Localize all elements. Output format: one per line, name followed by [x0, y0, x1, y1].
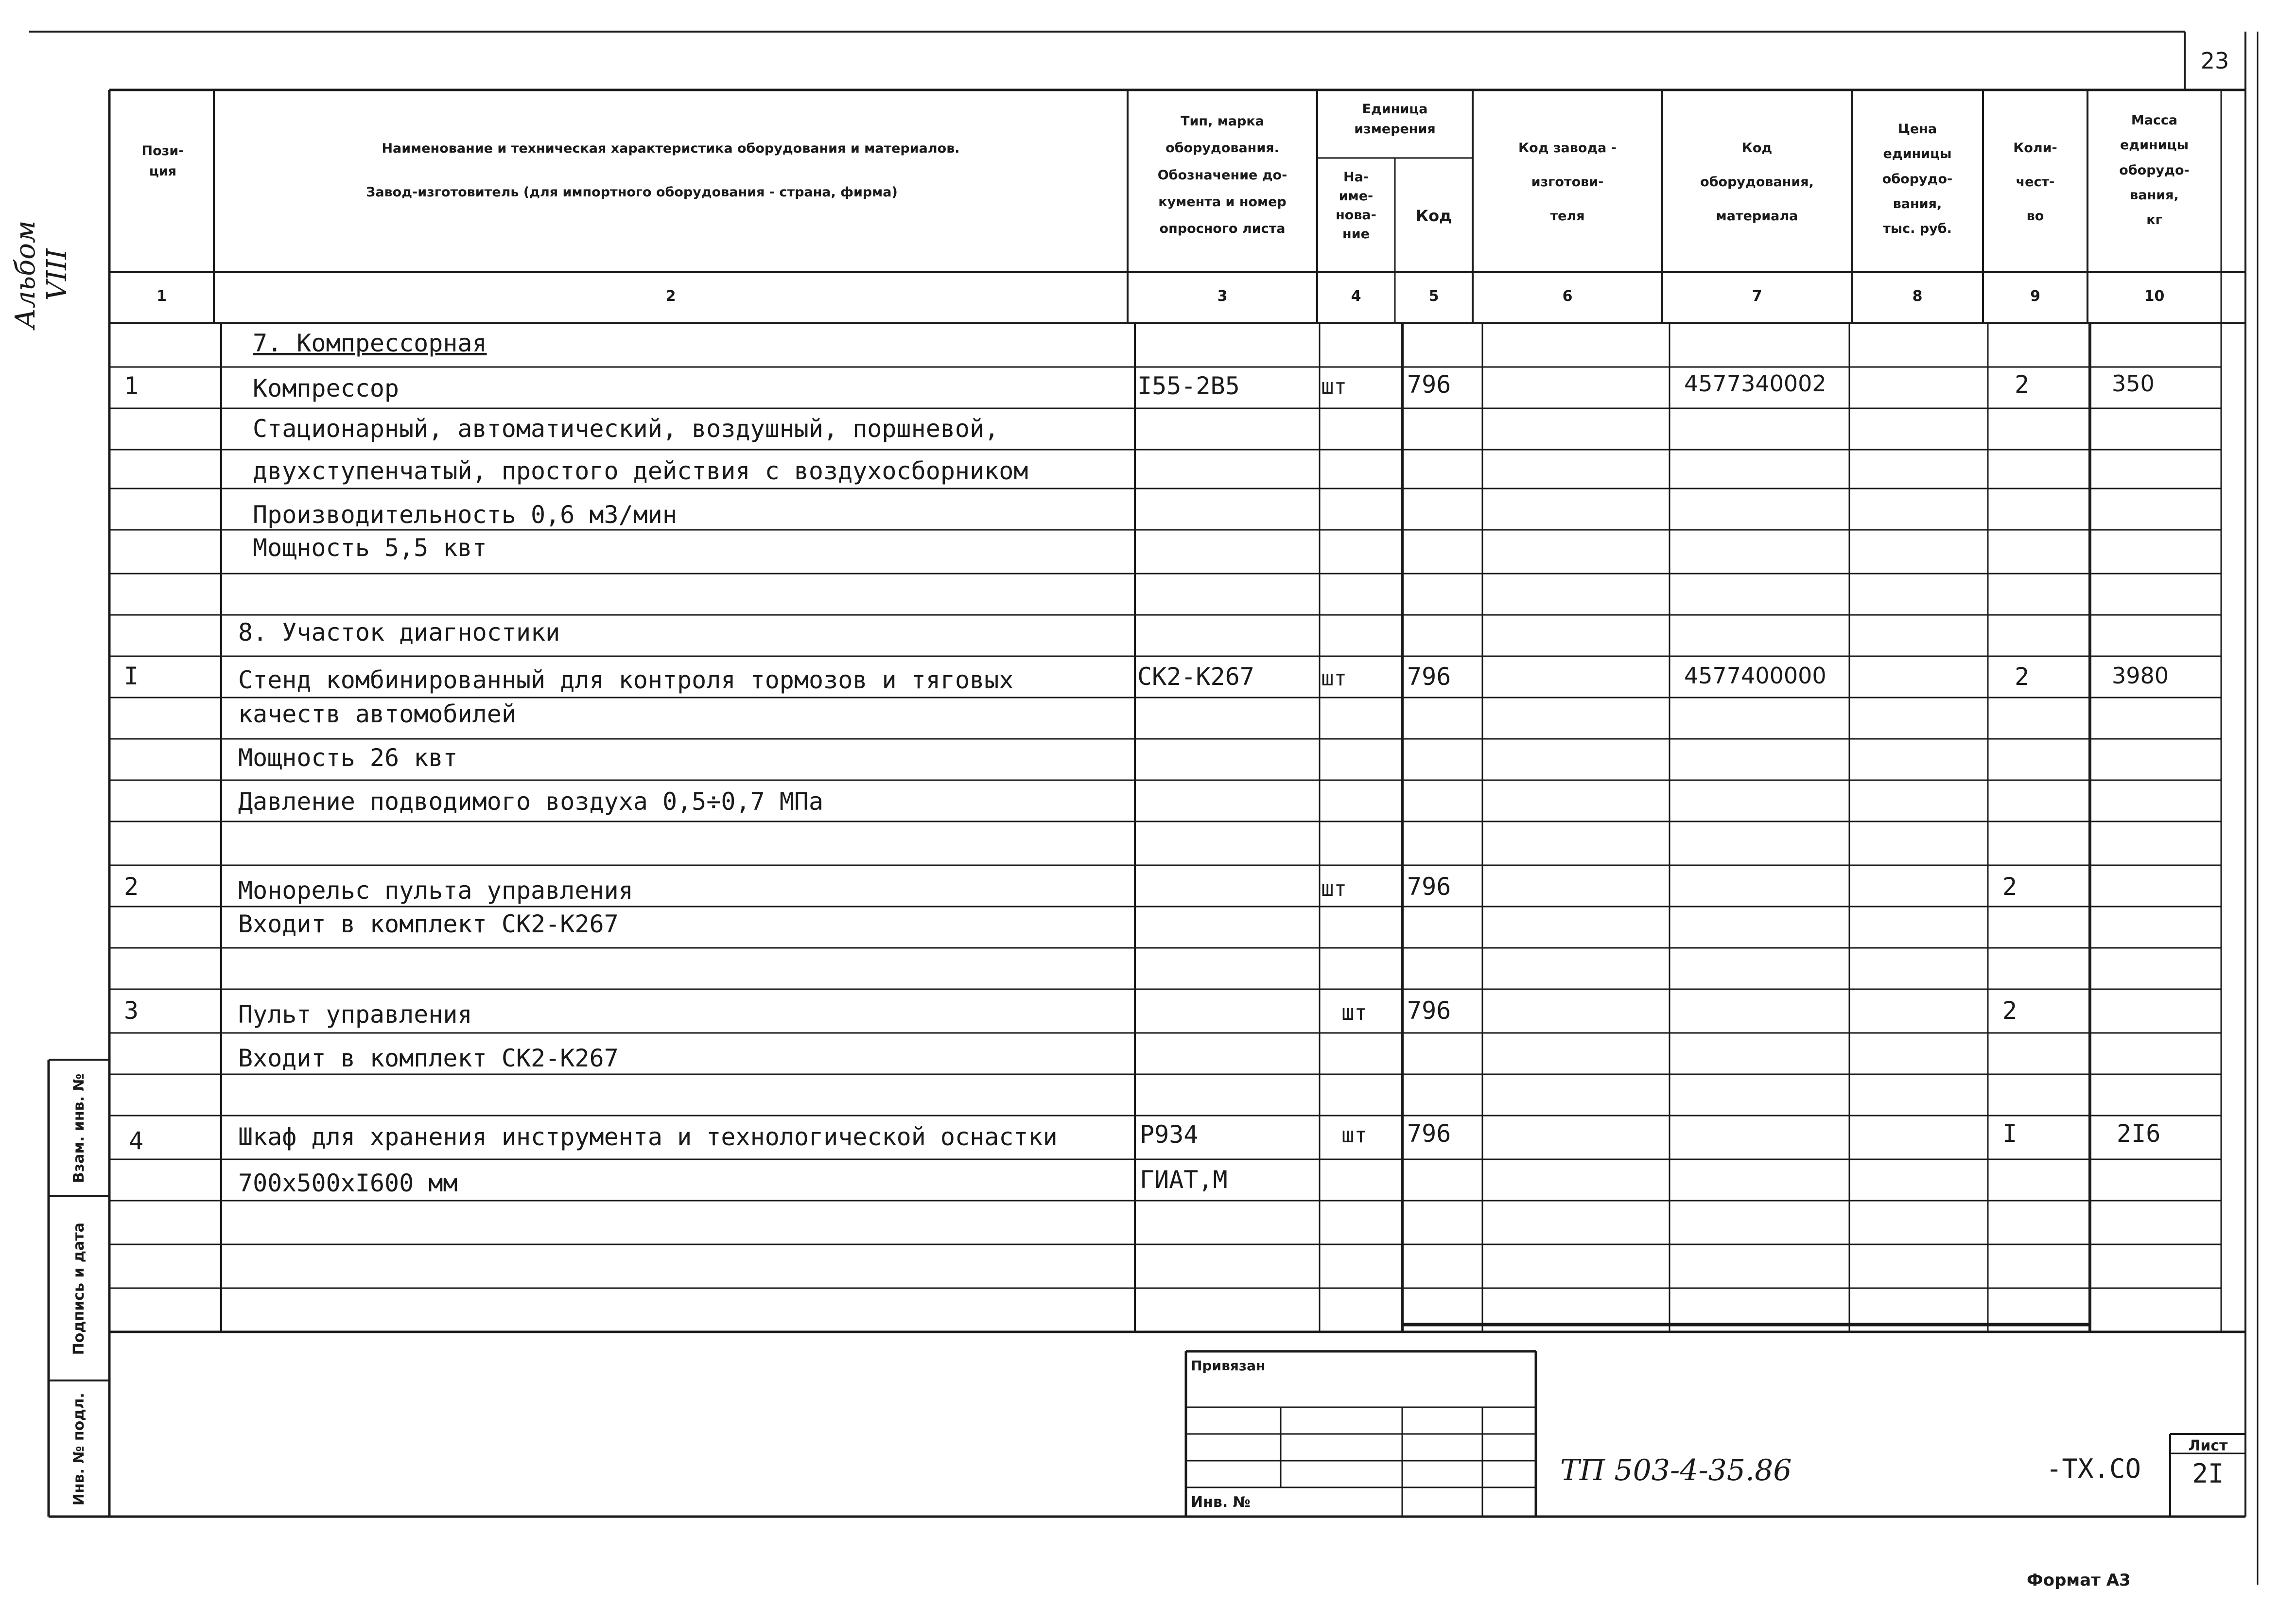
col-number: 9 [2030, 288, 2040, 305]
header-unit-group: Единица измерения [1354, 102, 1436, 137]
row-name: Давление подводимого воздуха 0,5÷0,7 МПа [238, 787, 824, 816]
row-name: Входит в комплект СК2-К267 [238, 1044, 619, 1072]
header-unit-price: Цена единицы оборудо- вания, тыс. руб. [1882, 122, 1953, 237]
row-mass: 3980 [2112, 663, 2169, 689]
stamp-label-inv-vzam: Взам. инв. № [70, 1073, 87, 1184]
row-unit-code: 796 [1407, 996, 1451, 1025]
row-name: Входит в комплект СК2-К267 [238, 910, 619, 938]
row-name: Мощность 26 квт [238, 744, 458, 772]
col-number: 4 [1351, 288, 1361, 305]
row-type: ГИАТ,М [1140, 1166, 1228, 1194]
row-name: Мощность 5,5 квт [253, 534, 487, 562]
album-mark: Альбом VIII [10, 220, 73, 329]
document-code: ТП 503-4-35.86 [1560, 1453, 1792, 1487]
row-type: СК2-К267 [1137, 663, 1254, 691]
col-number: 6 [1562, 288, 1573, 305]
col-number: 8 [1912, 288, 1923, 305]
sheet-value: 2I [2192, 1458, 2224, 1489]
row-unit-code: 796 [1407, 370, 1451, 399]
row-unit-code: 796 [1407, 1119, 1451, 1148]
row-quantity: 2 [2015, 370, 2030, 399]
row-unit: шт [1341, 1000, 1367, 1025]
col-number: 7 [1752, 288, 1762, 305]
row-type: Р934 [1140, 1120, 1199, 1149]
row-name: Стационарный, автоматический, воздушный, поршневой, [253, 415, 999, 443]
row-name: Пульт управления [238, 1000, 472, 1029]
header-plant-code: Код завода - изготови- теля [1518, 140, 1617, 224]
header-quantity: Коли- чест- во [2013, 140, 2057, 224]
col-number: 5 [1428, 288, 1439, 305]
row-position: I [124, 662, 139, 690]
row-quantity: 2 [2002, 873, 2018, 901]
col-number: 2 [665, 288, 676, 305]
header-unit-mass: Масса единицы оборудо- вания, кг [2119, 113, 2190, 228]
header-name-line1: Наименование и техническая характеристика оборудования и материалов. [382, 141, 960, 156]
section-title: 7. Компрессорная [253, 329, 487, 357]
document-suffix: -ТХ.СО [2046, 1453, 2141, 1484]
row-equipment-code: 4577340002 [1684, 370, 1826, 397]
row-name: Стенд комбинированный для контроля тормозов и тяговых [238, 666, 1014, 694]
title-privyazan: Привязан [1191, 1358, 1266, 1374]
stamp-label-inv-podl: Инв. № подл. [70, 1393, 87, 1506]
row-mass: 2I6 [2117, 1119, 2161, 1148]
row-name: Компрессор [253, 374, 400, 402]
row-unit: шт [1341, 1123, 1367, 1148]
row-unit: шт [1321, 374, 1347, 399]
row-quantity: 2 [2002, 996, 2018, 1025]
title-inv-no: Инв. № [1191, 1494, 1251, 1511]
row-name: Монорельс пульта управления [238, 876, 633, 905]
header-unit-name: На- име- нова- ние [1336, 170, 1376, 242]
row-unit-code: 796 [1407, 873, 1451, 901]
header-type: Тип, марка оборудования. Обозначение до- кумента и номер опросного листа [1157, 114, 1287, 237]
row-equipment-code: 4577400000 [1684, 663, 1826, 689]
row-position: 1 [124, 372, 139, 400]
row-mass: 350 [2112, 370, 2155, 397]
row-name: двухступенчатый, простого действия с воздухосборником [253, 457, 1028, 485]
page-number: 23 [2200, 48, 2229, 74]
header-position: Пози- ция [141, 143, 184, 179]
row-name: качеств автомобилей [238, 700, 516, 728]
row-quantity: I [2002, 1119, 2018, 1148]
row-position: 4 [129, 1127, 144, 1155]
section-title: 8. Участок диагностики [238, 618, 560, 646]
stamp-label-sign-date: Подпись и дата [70, 1223, 87, 1355]
sheet-label: Лист [2188, 1437, 2228, 1454]
col-number: 3 [1217, 288, 1228, 305]
row-position: 2 [124, 873, 139, 901]
row-unit: шт [1321, 666, 1347, 691]
format-note: Формат А3 [2027, 1571, 2131, 1590]
header-name-line2: Завод-изготовитель (для импортного оборудования - страна, фирма) [366, 185, 898, 200]
header-equipment-code: Код оборудования, материала [1700, 140, 1814, 224]
row-name: Производительность 0,6 м3/мин [253, 501, 677, 529]
col-number: 1 [157, 288, 167, 305]
row-name: 700x500xI600 мм [238, 1169, 458, 1197]
row-quantity: 2 [2015, 663, 2030, 691]
row-position: 3 [124, 996, 139, 1025]
row-name: Шкаф для хранения инструмента и технологической оснастки [238, 1123, 1058, 1151]
row-unit-code: 796 [1407, 663, 1451, 691]
row-type: I55-2B5 [1137, 372, 1240, 400]
header-unit-code: Код [1416, 207, 1452, 225]
col-number: 10 [2144, 288, 2165, 305]
row-unit: шт [1321, 876, 1347, 901]
